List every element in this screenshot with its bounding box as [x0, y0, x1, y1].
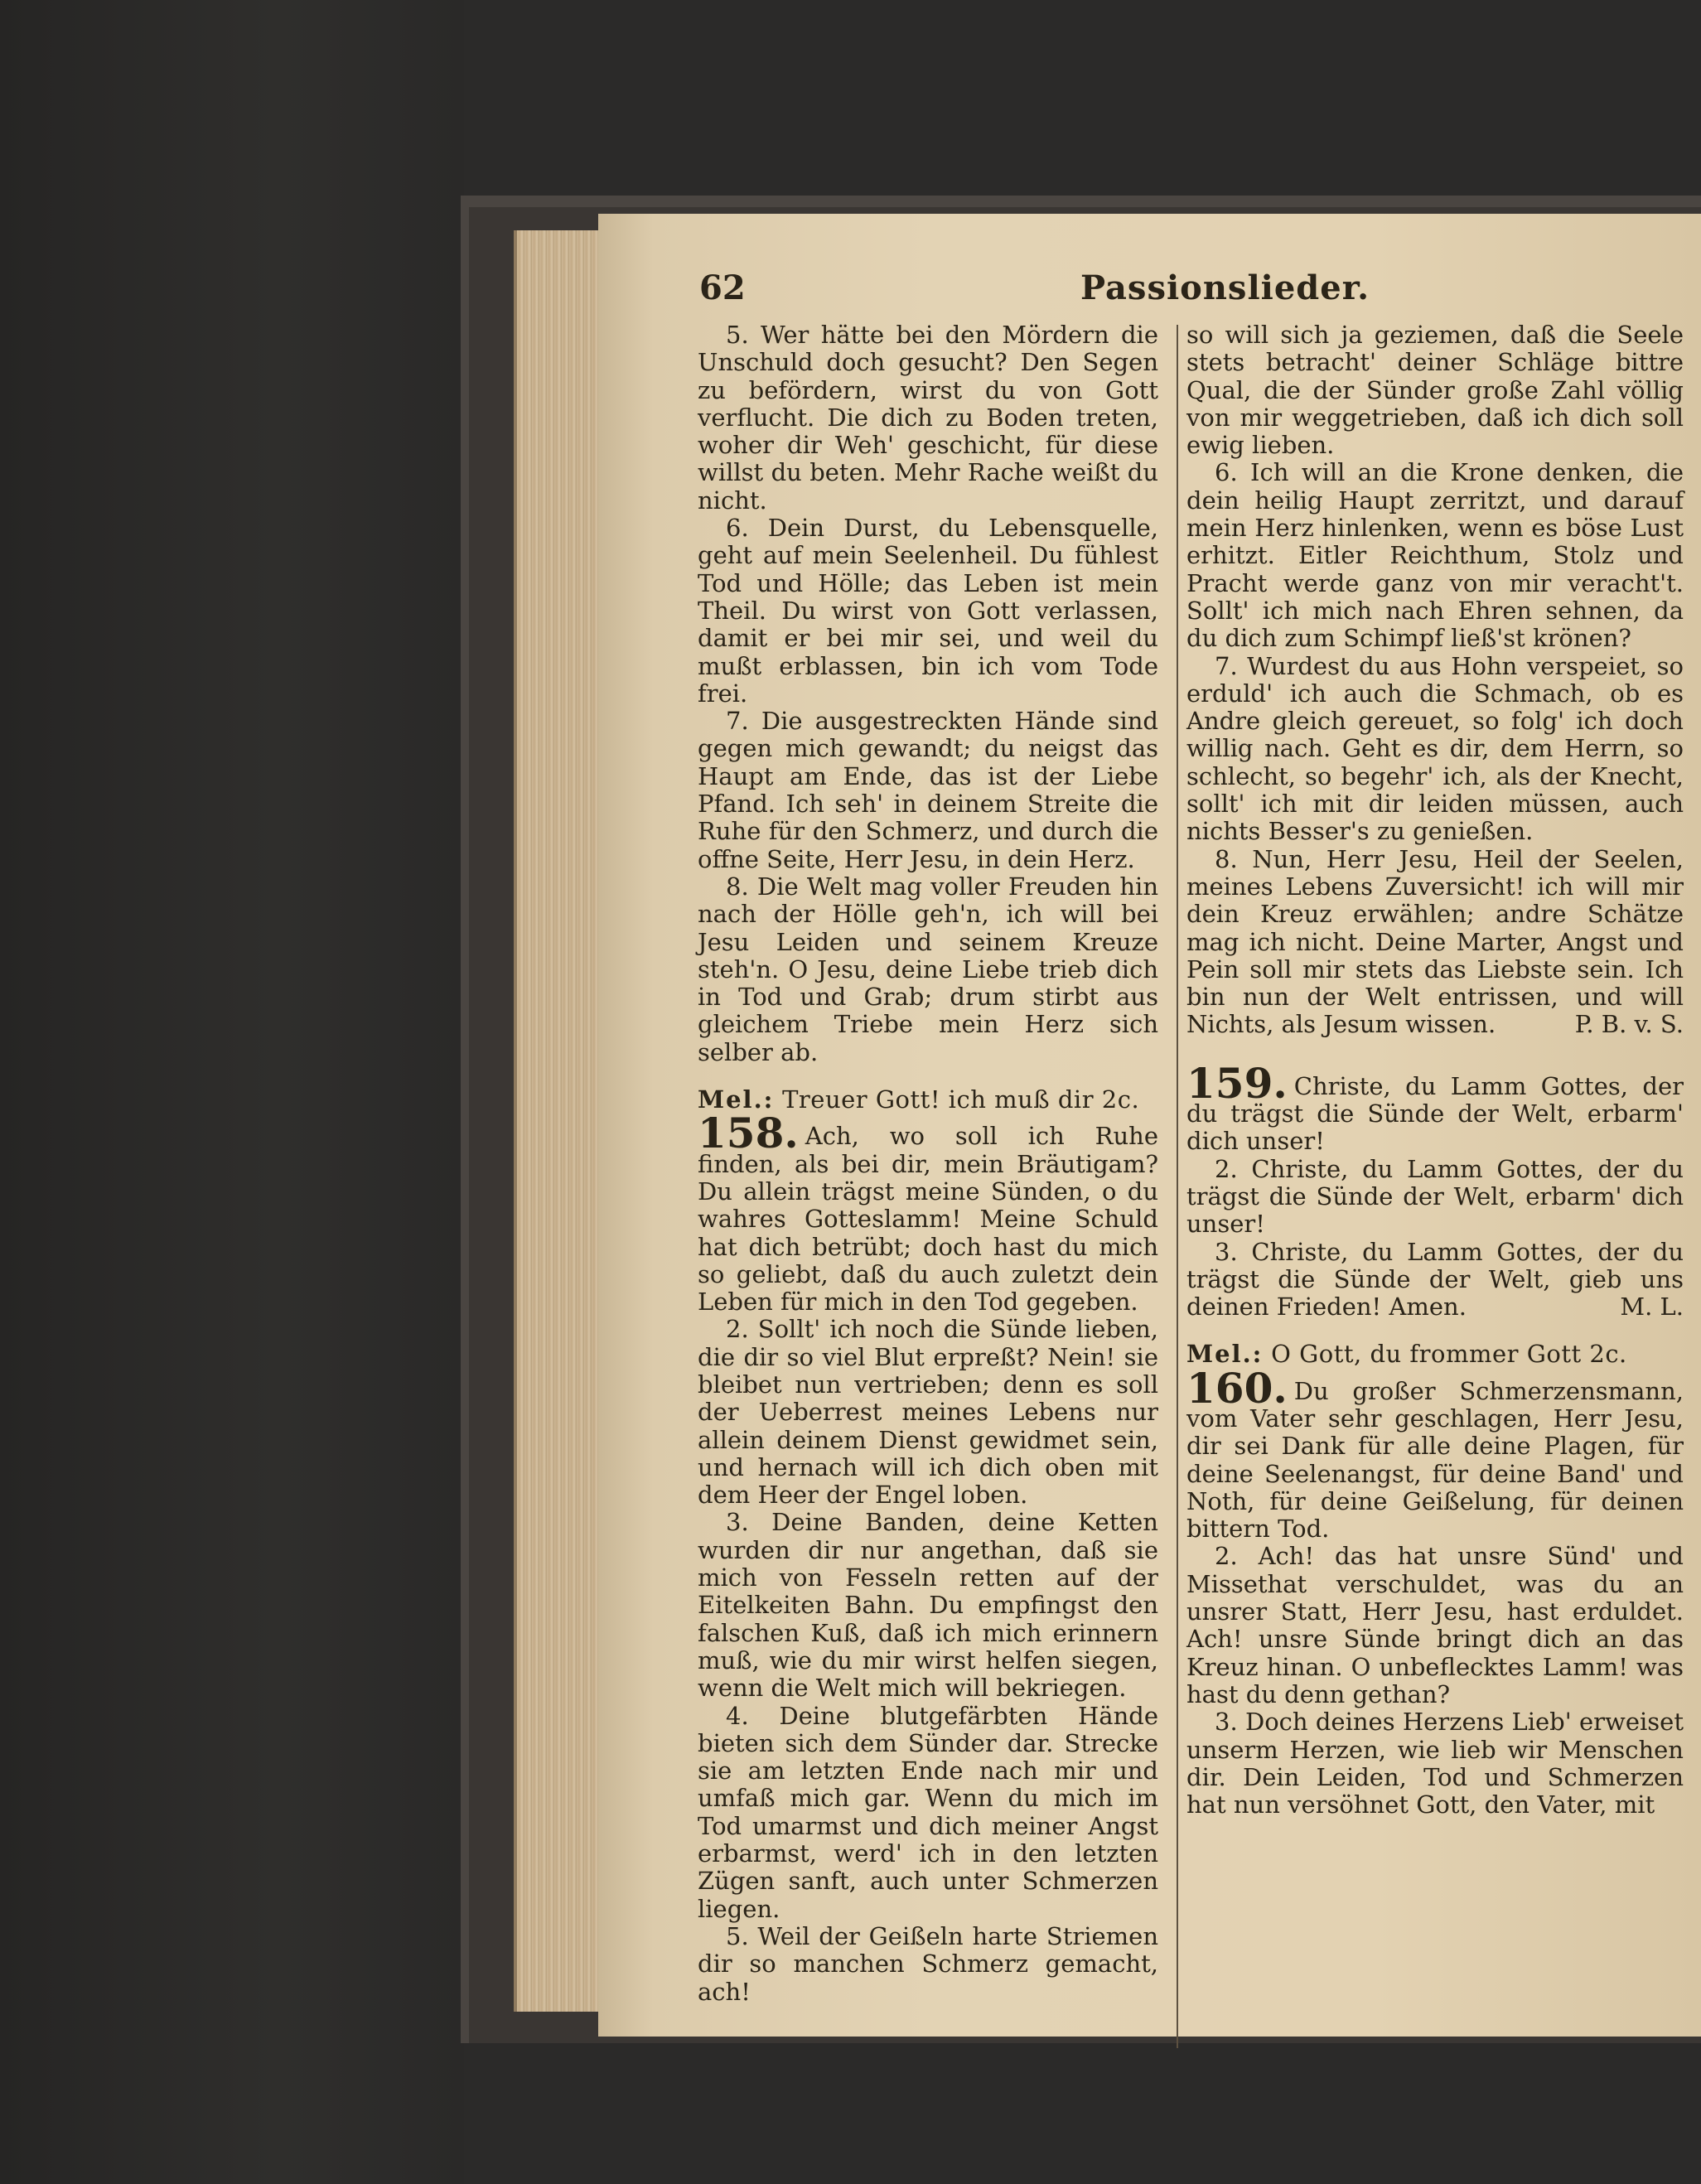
verse — [1186, 1239, 1684, 1322]
hymn-159 — [1186, 1058, 1684, 1156]
author-initials: P. B. v. S. — [1574, 1010, 1684, 1039]
melody-label: Mel.: — [1186, 1340, 1264, 1369]
page-header — [699, 268, 1578, 321]
right-column — [1186, 321, 1684, 1819]
verse: 3. Deine Banden, deine Ketten wurden dir nur angethan, daß sie mich von Fesseln retten auf der Eitelkeiten Bahn. Du empfingst den falschen Kuß, daß ich mich erinnern muß, wie du mir wirst helfen siegen, wenn die Welt mich will bekriegen. — [698, 1508, 1158, 1703]
verse: 7. Wurdest du aus Hohn verspeiet, so erduld' ich auch die Schmach, ob es Andre gleich gereuet, so folg' ich doch willig nach. Geht es dir, dem Herrn, so schlecht, so begehr' ich, als der Knecht, sollt' ich mit dir leiden müssen, auch nichts Besser's zu genießen. — [1186, 651, 1684, 846]
verse: 2. Sollt' ich noch die Sünde lieben, die dir so viel Blut erpreßt? Nein! sie bleibet nun vertrieben; denn es soll der Ueberrest meines Lebens nur allein deinem Dienst gewidmet sein, und hernach will ich dich oben mit dem Heer der Engel loben. — [698, 1315, 1158, 1510]
hymn-158 — [698, 1109, 1158, 1317]
running-title: Passionslieder. — [1080, 268, 1370, 307]
verse: 5. Weil der Geißeln harte Striemen dir so manchen Schmerz gemacht, ach! — [698, 1921, 1158, 2006]
verse-text: 3. Christe, du Lamm Gottes, der du trägst die Sünde der Welt, gieb uns deinen Frieden! Amen. — [1186, 1237, 1684, 1322]
verse: 4. Deine blutgefärbten Hände bieten sich dem Sünder dar. Strecke sie am letzten Ende nach mir und umfaß mich gar. Wenn du mich im Tod umarmst und dich meiner Angst erbarmst, werd' ich in den letzten Zügen sanft, auch unter Schmerzen liegen. — [698, 1701, 1158, 1923]
page-number: 62 — [699, 268, 746, 307]
verse-continuation: so will sich ja geziemen, daß die Seele stets betracht' deiner Schläge bittre Qual, die der Sünder große Zahl völlig von mir weggetrieben, daß ich dich soll ewig lieben. — [1186, 321, 1684, 460]
verse: 6. Dein Durst, du Lebensquelle, geht auf mein Seelenheil. Du fühlest Tod und Hölle; das Leben ist mein Theil. Du wirst von Gott verlassen, damit er bei mir sei, und weil du mußt erblassen, bin ich vom Tode frei. — [698, 514, 1158, 708]
hymn-text: Christe, du Lamm Gottes, der du trägst die Sünde der Welt, erbarm' dich unser! — [1186, 1071, 1684, 1156]
verse: 7. Die ausgestreckten Hände sind gegen mich gewandt; du neigst das Haupt am Ende, das ist der Liebe Pfand. Ich seh' in deinem Streite die Ruhe für den Schmerz, und durch die offne Seite, Herr Jesu, in dein Herz. — [698, 707, 1158, 873]
verse: 5. Wer hätte bei den Mördern die Unschuld doch gesucht? Den Segen zu befördern, wirst du von Gott verflucht. Die dich zu Boden treten, woher dir Weh' geschicht, für diese willst du beten. Mehr Rache weißt du nicht. — [698, 321, 1158, 515]
column-divider — [1177, 325, 1178, 2048]
page-edges — [514, 230, 610, 2012]
verse: 8. Die Welt mag voller Freuden hin nach der Hölle geh'n, ich will bei Jesu Leiden und seinem Kreuze steh'n. O Jesu, deine Liebe trieb dich in Tod und Grab; drum stirbt aus gleichem Triebe mein Herz sich selber ab. — [698, 872, 1158, 1066]
melody-label: Mel.: — [698, 1085, 775, 1114]
hymn-number: 159. — [1186, 1058, 1288, 1108]
book-page — [598, 214, 1701, 2037]
hymn-number: 160. — [1186, 1363, 1288, 1413]
left-column — [698, 321, 1158, 2006]
melody-text: Treuer Gott! ich muß dir 2c. — [782, 1085, 1140, 1114]
verse-text: 8. Nun, Herr Jesu, Heil der Seelen, meines Lebens Zuversicht! ich will mir dein Kreuz erwählen; andre Schätze mag ich nicht. Deine Marter, Angst und Pein soll mir stets das Liebste sein. Ich bin nun der Welt entrissen, und will Nichts, als Jesum wissen. — [1186, 844, 1684, 1039]
verse: 2. Christe, du Lamm Gottes, der du trägst die Sünde der Welt, erbarm' dich unser! — [1186, 1154, 1684, 1239]
verse: 6. Ich will an die Krone denken, die dein heilig Haupt zerritzt, und darauf mein Herz hinlenken, wenn es böse Lust erhitzt. Eitler Reichthum, Stolz und Pracht werde ganz von mir veracht't. Sollt' ich mich nach Ehren sehnen, da du dich zum Schimpf ließ'st krönen? — [1186, 458, 1684, 653]
melody-text: O Gott, du frommer Gott 2c. — [1271, 1340, 1627, 1369]
verse: 3. Doch deines Herzens Lieb' erweiset unserm Herzen, wie lieb wir Menschen dir. Dein Leiden, Tod und Schmerzen hat nun versöhnet Gott, den Vater, mit — [1186, 1708, 1684, 1819]
author-initials: M. L. — [1620, 1293, 1684, 1322]
hymn-text: Ach, wo soll ich Ruhe finden, als bei dir, mein Bräutigam? Du allein trägst meine Sünden, o du wahres Gotteslamm! Meine Schuld hat dich betrübt; doch hast du mich so geliebt, daß du auch zuletzt dein Leben für mich in den Tod gegeben. — [698, 1122, 1158, 1317]
verse: 2. Ach! das hat unsre Sünd' und Missethat verschuldet, was du an unsrer Statt, Herr Jesu, hast erduldet. Ach! unsre Sünde bringt dich an das Kreuz hinan. O unbeflecktes Lamm! was hast du denn gethan? — [1186, 1542, 1684, 1708]
background — [0, 0, 464, 2184]
hymn-text: Du großer Schmerzensmann, vom Vater sehr geschlagen, Herr Jesu, dir sei Dank für alle deine Plagen, für deine Seelenangst, für deine Band' und Noth, für deine Geißelung, für deinen bittern Tod. — [1186, 1376, 1684, 1544]
hymn-number: 158. — [698, 1109, 799, 1158]
verse — [1186, 846, 1684, 1039]
hymn-160 — [1186, 1363, 1684, 1544]
